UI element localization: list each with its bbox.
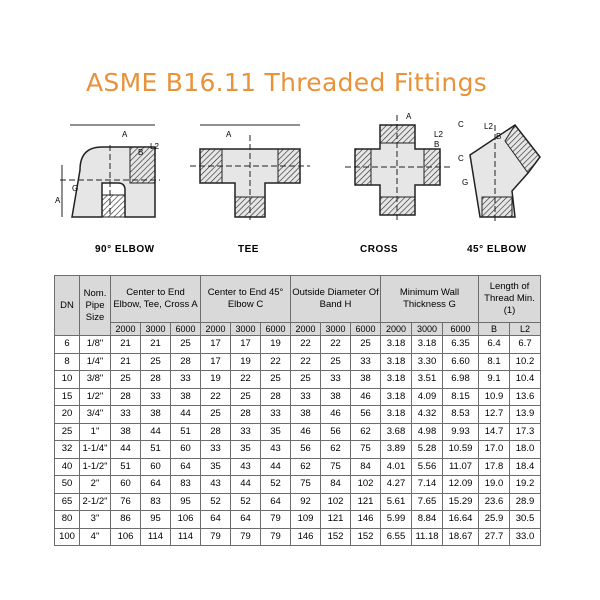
value-cell: 19	[231, 353, 261, 371]
value-cell: 27.7	[479, 528, 510, 546]
dn-cell: 15	[55, 388, 80, 406]
nps-cell: 1-1/4"	[80, 441, 111, 459]
value-cell: 146	[351, 511, 381, 529]
table-row	[55, 353, 541, 371]
header-wall-g: Minimum Wall Thickness G	[381, 276, 479, 323]
value-cell: 22	[321, 336, 351, 354]
value-cell: 3.51	[412, 371, 443, 389]
value-cell: 25	[351, 336, 381, 354]
dn-cell: 80	[55, 511, 80, 529]
value-cell: 28	[171, 353, 201, 371]
table-row	[55, 371, 541, 389]
value-cell: 102	[351, 476, 381, 494]
fitting-drawings	[50, 105, 550, 265]
value-cell: 79	[261, 511, 291, 529]
value-cell: 64	[261, 493, 291, 511]
value-cell: 83	[141, 493, 171, 511]
value-cell: 11.18	[412, 528, 443, 546]
value-cell: 4.98	[412, 423, 443, 441]
value-cell: 84	[351, 458, 381, 476]
value-cell: 3.18	[381, 371, 412, 389]
value-cell: 33	[231, 423, 261, 441]
value-cell: 33	[351, 353, 381, 371]
dn-cell: 6	[55, 336, 80, 354]
fig-label-cross: CROSS	[360, 244, 399, 255]
value-cell: 121	[351, 493, 381, 511]
dn-cell: 32	[55, 441, 80, 459]
dn-cell: 65	[55, 493, 80, 511]
cross-dim-b-label: B	[434, 140, 440, 149]
class-subheader-row	[55, 323, 541, 336]
nps-cell: 2-1/2"	[80, 493, 111, 511]
value-cell: 38	[171, 388, 201, 406]
value-cell: 92	[291, 493, 321, 511]
value-cell: 83	[171, 476, 201, 494]
header-thread: Length of Thread Min. (1)	[479, 276, 541, 323]
value-cell: 35	[201, 458, 231, 476]
value-cell: 51	[171, 423, 201, 441]
value-cell: 106	[171, 511, 201, 529]
value-cell: 25	[261, 371, 291, 389]
dn-cell: 20	[55, 406, 80, 424]
class-subheader: L2	[510, 323, 541, 336]
value-cell: 35	[231, 441, 261, 459]
value-cell: 22	[201, 388, 231, 406]
value-cell: 38	[321, 388, 351, 406]
table-row	[55, 493, 541, 511]
dimensions-table	[54, 275, 541, 546]
value-cell: 23.6	[479, 493, 510, 511]
table-row	[55, 511, 541, 529]
dn-cell: 10	[55, 371, 80, 389]
value-cell: 10.4	[510, 371, 541, 389]
value-cell: 60	[141, 458, 171, 476]
value-cell: 16.64	[443, 511, 479, 529]
value-cell: 3.18	[381, 336, 412, 354]
class-subheader: B	[479, 323, 510, 336]
value-cell: 22	[291, 336, 321, 354]
value-cell: 3.18	[381, 353, 412, 371]
class-subheader: 3000	[412, 323, 443, 336]
value-cell: 46	[351, 388, 381, 406]
dim-a-label: A	[122, 130, 128, 139]
value-cell: 38	[111, 423, 141, 441]
value-cell: 28	[201, 423, 231, 441]
table-row	[55, 406, 541, 424]
value-cell: 11.07	[443, 458, 479, 476]
value-cell: 46	[291, 423, 321, 441]
value-cell: 22	[291, 353, 321, 371]
value-cell: 5.56	[412, 458, 443, 476]
value-cell: 79	[201, 528, 231, 546]
value-cell: 75	[291, 476, 321, 494]
header-center-c: Center to End 45° Elbow C	[201, 276, 291, 323]
nps-cell: 4"	[80, 528, 111, 546]
value-cell: 9.1	[479, 371, 510, 389]
value-cell: 60	[171, 441, 201, 459]
value-cell: 146	[291, 528, 321, 546]
nps-cell: 3"	[80, 511, 111, 529]
value-cell: 25.9	[479, 511, 510, 529]
value-cell: 21	[111, 336, 141, 354]
nps-cell: 3/4"	[80, 406, 111, 424]
value-cell: 28	[141, 371, 171, 389]
value-cell: 19	[261, 336, 291, 354]
class-subheader: 2000	[381, 323, 412, 336]
value-cell: 8.84	[412, 511, 443, 529]
value-cell: 3.18	[412, 336, 443, 354]
value-cell: 43	[261, 441, 291, 459]
dn-cell: 25	[55, 423, 80, 441]
value-cell: 38	[351, 371, 381, 389]
value-cell: 62	[291, 458, 321, 476]
value-cell: 43	[231, 458, 261, 476]
value-cell: 64	[171, 458, 201, 476]
tee-drawing	[190, 125, 310, 220]
value-cell: 10.9	[479, 388, 510, 406]
value-cell: 152	[321, 528, 351, 546]
value-cell: 21	[141, 336, 171, 354]
value-cell: 28	[111, 388, 141, 406]
elbow45-dim-c-label: C	[458, 120, 464, 129]
table-row	[55, 388, 541, 406]
nps-cell: 3/8"	[80, 371, 111, 389]
value-cell: 25	[291, 371, 321, 389]
class-subheader: 2000	[111, 323, 141, 336]
fig-label-90-elbow: 90° ELBOW	[95, 244, 155, 255]
value-cell: 6.98	[443, 371, 479, 389]
value-cell: 60	[111, 476, 141, 494]
value-cell: 86	[111, 511, 141, 529]
value-cell: 33.0	[510, 528, 541, 546]
header-center-a: Center to End Elbow, Tee, Cross A	[111, 276, 201, 323]
value-cell: 25	[231, 388, 261, 406]
value-cell: 35	[261, 423, 291, 441]
value-cell: 44	[231, 476, 261, 494]
value-cell: 17.8	[479, 458, 510, 476]
value-cell: 106	[111, 528, 141, 546]
table-row	[55, 476, 541, 494]
elbow45-dim-b-label: B	[496, 132, 502, 141]
class-subheader: 6000	[443, 323, 479, 336]
value-cell: 5.99	[381, 511, 412, 529]
value-cell: 15.29	[443, 493, 479, 511]
value-cell: 13.6	[510, 388, 541, 406]
value-cell: 56	[351, 406, 381, 424]
value-cell: 44	[141, 423, 171, 441]
value-cell: 51	[111, 458, 141, 476]
value-cell: 114	[141, 528, 171, 546]
nps-cell: 1/4"	[80, 353, 111, 371]
elbow45-dim-c2-label: C	[458, 154, 464, 163]
value-cell: 28	[261, 388, 291, 406]
value-cell: 9.93	[443, 423, 479, 441]
elbow45-dim-g-label: G	[462, 178, 469, 187]
header-od-h: Outside Diameter Of Band H	[291, 276, 381, 323]
value-cell: 76	[111, 493, 141, 511]
value-cell: 52	[231, 493, 261, 511]
class-subheader: 6000	[261, 323, 291, 336]
value-cell: 33	[261, 406, 291, 424]
value-cell: 6.55	[381, 528, 412, 546]
class-subheader: 3000	[231, 323, 261, 336]
value-cell: 44	[261, 458, 291, 476]
value-cell: 3.89	[381, 441, 412, 459]
table-row	[55, 458, 541, 476]
value-cell: 4.27	[381, 476, 412, 494]
value-cell: 4.09	[412, 388, 443, 406]
value-cell: 3.68	[381, 423, 412, 441]
class-subheader: 3000	[321, 323, 351, 336]
value-cell: 8.1	[479, 353, 510, 371]
nps-cell: 1/2"	[80, 388, 111, 406]
value-cell: 95	[171, 493, 201, 511]
page-title: ASME B16.11 Threaded Fittings	[86, 68, 488, 97]
elbow-90-drawing	[60, 125, 160, 217]
value-cell: 5.61	[381, 493, 412, 511]
value-cell: 109	[291, 511, 321, 529]
value-cell: 46	[321, 406, 351, 424]
value-cell: 52	[201, 493, 231, 511]
nps-cell: 1-1/2"	[80, 458, 111, 476]
value-cell: 52	[261, 476, 291, 494]
table-body	[55, 336, 541, 546]
value-cell: 14.7	[479, 423, 510, 441]
cross-dim-l2-label: L2	[434, 130, 443, 139]
value-cell: 12.09	[443, 476, 479, 494]
class-subheader: 2000	[291, 323, 321, 336]
value-cell: 13.9	[510, 406, 541, 424]
value-cell: 8.15	[443, 388, 479, 406]
value-cell: 28	[231, 406, 261, 424]
value-cell: 33	[291, 388, 321, 406]
value-cell: 7.14	[412, 476, 443, 494]
value-cell: 18.67	[443, 528, 479, 546]
value-cell: 56	[321, 423, 351, 441]
header-dn: DN	[55, 276, 80, 336]
value-cell: 22	[231, 371, 261, 389]
value-cell: 33	[171, 371, 201, 389]
fig-label-45-elbow: 45° ELBOW	[467, 244, 527, 255]
value-cell: 121	[321, 511, 351, 529]
value-cell: 79	[261, 528, 291, 546]
elbow-45-drawing	[470, 125, 540, 223]
value-cell: 44	[111, 441, 141, 459]
value-cell: 12.7	[479, 406, 510, 424]
class-subheader: 6000	[351, 323, 381, 336]
table-row	[55, 528, 541, 546]
value-cell: 17.3	[510, 423, 541, 441]
value-cell: 64	[201, 511, 231, 529]
value-cell: 8.53	[443, 406, 479, 424]
value-cell: 64	[231, 511, 261, 529]
value-cell: 43	[201, 476, 231, 494]
value-cell: 10.2	[510, 353, 541, 371]
value-cell: 25	[111, 371, 141, 389]
value-cell: 4.01	[381, 458, 412, 476]
value-cell: 6.60	[443, 353, 479, 371]
value-cell: 79	[231, 528, 261, 546]
dn-cell: 100	[55, 528, 80, 546]
value-cell: 84	[321, 476, 351, 494]
value-cell: 17	[201, 336, 231, 354]
value-cell: 64	[141, 476, 171, 494]
dim-b-label: B	[138, 148, 144, 157]
tee-dim-a-label: A	[226, 130, 232, 139]
value-cell: 25	[171, 336, 201, 354]
value-cell: 38	[291, 406, 321, 424]
value-cell: 4.32	[412, 406, 443, 424]
value-cell: 62	[321, 441, 351, 459]
dn-cell: 8	[55, 353, 80, 371]
value-cell: 3.30	[412, 353, 443, 371]
nps-cell: 1/8"	[80, 336, 111, 354]
value-cell: 152	[351, 528, 381, 546]
nps-cell: 1"	[80, 423, 111, 441]
dim-l2-label: L2	[150, 142, 159, 151]
value-cell: 10.59	[443, 441, 479, 459]
value-cell: 7.65	[412, 493, 443, 511]
class-subheader: 6000	[171, 323, 201, 336]
value-cell: 33	[201, 441, 231, 459]
value-cell: 75	[351, 441, 381, 459]
value-cell: 6.4	[479, 336, 510, 354]
value-cell: 33	[141, 388, 171, 406]
value-cell: 3.18	[381, 388, 412, 406]
value-cell: 19.2	[510, 476, 541, 494]
value-cell: 38	[141, 406, 171, 424]
value-cell: 18.4	[510, 458, 541, 476]
header-nps: Nom. Pipe Size	[80, 276, 111, 336]
table-row	[55, 336, 541, 354]
value-cell: 6.7	[510, 336, 541, 354]
value-cell: 95	[141, 511, 171, 529]
value-cell: 19	[201, 371, 231, 389]
class-subheader: 3000	[141, 323, 171, 336]
table-row	[55, 441, 541, 459]
value-cell: 62	[351, 423, 381, 441]
value-cell: 21	[111, 353, 141, 371]
dim-g-label: G	[72, 184, 79, 193]
value-cell: 114	[171, 528, 201, 546]
dim-a-side-label: A	[55, 196, 61, 205]
value-cell: 5.28	[412, 441, 443, 459]
value-cell: 22	[261, 353, 291, 371]
value-cell: 3.18	[381, 406, 412, 424]
value-cell: 51	[141, 441, 171, 459]
value-cell: 33	[321, 371, 351, 389]
value-cell: 17	[201, 353, 231, 371]
value-cell: 56	[291, 441, 321, 459]
class-subheader: 2000	[201, 323, 231, 336]
value-cell: 18.0	[510, 441, 541, 459]
cross-dim-a-label: A	[406, 112, 412, 121]
value-cell: 33	[111, 406, 141, 424]
value-cell: 17	[231, 336, 261, 354]
value-cell: 75	[321, 458, 351, 476]
value-cell: 28.9	[510, 493, 541, 511]
value-cell: 17.0	[479, 441, 510, 459]
fig-label-tee: TEE	[238, 244, 259, 255]
value-cell: 44	[171, 406, 201, 424]
value-cell: 19.0	[479, 476, 510, 494]
value-cell: 30.5	[510, 511, 541, 529]
value-cell: 102	[321, 493, 351, 511]
nps-cell: 2"	[80, 476, 111, 494]
value-cell: 25	[321, 353, 351, 371]
value-cell: 25	[201, 406, 231, 424]
elbow45-dim-l2-label: L2	[484, 122, 493, 131]
dn-cell: 40	[55, 458, 80, 476]
dn-cell: 50	[55, 476, 80, 494]
value-cell: 25	[141, 353, 171, 371]
table-row	[55, 423, 541, 441]
value-cell: 6.35	[443, 336, 479, 354]
